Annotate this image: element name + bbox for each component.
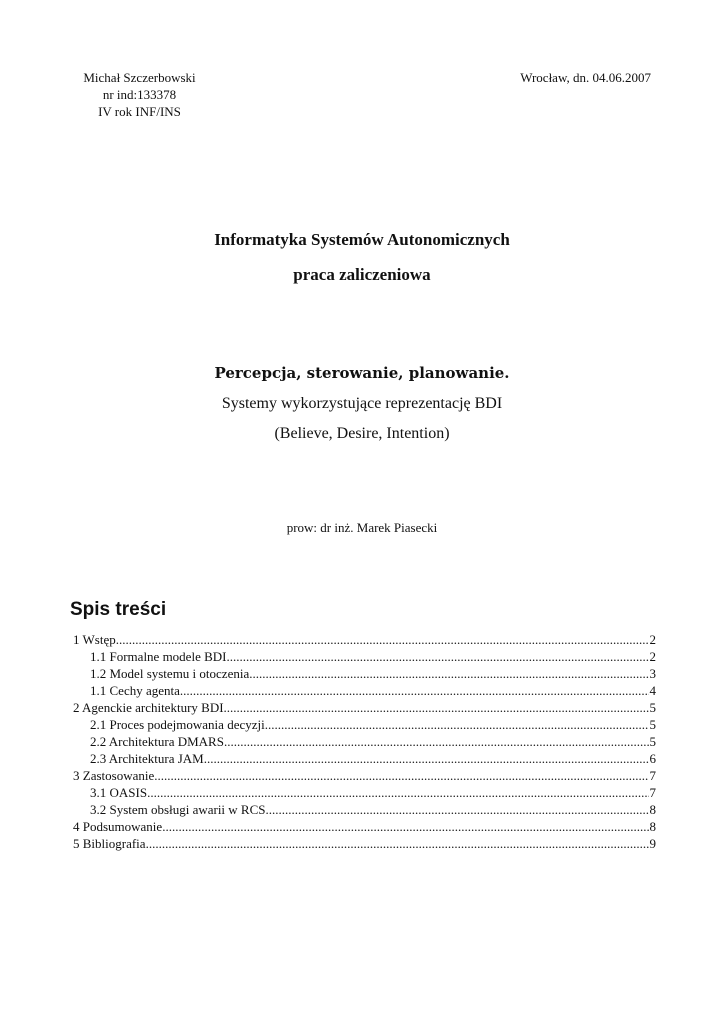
toc-entry[interactable] (73, 665, 656, 682)
toc-entry-label: 1.1 Formalne modele BDI (90, 649, 227, 664)
toc-entry[interactable] (73, 784, 656, 801)
toc-entry-label: 2.2 Architektura DMARS (90, 734, 224, 749)
toc-leader-dots (147, 784, 648, 801)
toc-entry[interactable] (73, 801, 656, 818)
toc-entry-page: 9 (649, 836, 656, 851)
toc-entry-page: 8 (649, 802, 656, 817)
toc-entry-label: 3 Zastosowanie (73, 768, 155, 783)
author-block (73, 69, 206, 120)
toc-entry[interactable] (73, 631, 656, 648)
toc-entry-page: 7 (649, 768, 656, 783)
toc-entry-page: 7 (649, 785, 656, 800)
toc-entry-page: 6 (649, 751, 656, 766)
toc-entry[interactable] (73, 682, 656, 699)
supervisor: prow: dr inż. Marek Piasecki (286, 520, 438, 535)
toc-leader-dots (224, 699, 649, 716)
work-type: praca zaliczeniowa (293, 265, 431, 284)
toc-entry[interactable] (73, 835, 656, 852)
toc-entry-label: 2.3 Architektura JAM (90, 751, 204, 766)
toc-entry[interactable] (73, 767, 656, 784)
toc-entry-page: 5 (649, 717, 656, 732)
toc-entry-page: 8 (649, 819, 656, 834)
toc-entry-page: 2 (649, 649, 656, 664)
toc-entry-label: 2 Agenckie architektury BDI (73, 700, 224, 715)
toc-entry-page: 2 (649, 632, 656, 647)
toc-entry-page: 4 (649, 683, 656, 698)
place-date: Wrocław, dn. 04.06.2007 (520, 70, 651, 85)
toc-entry[interactable] (73, 733, 656, 750)
toc-entry-label: 1 Wstęp (73, 632, 116, 647)
table-of-contents (73, 631, 656, 852)
toc-entry[interactable] (73, 648, 656, 665)
toc-entry-label: 3.1 OASIS (90, 785, 148, 800)
toc-entry-page: 5 (649, 734, 656, 749)
author-name: Michał Szczerbowski (83, 70, 196, 85)
toc-entry-label: 1.1 Cechy agenta (90, 683, 180, 698)
toc-leader-dots (226, 648, 648, 665)
toc-leader-dots (266, 801, 649, 818)
toc-entry[interactable] (73, 818, 656, 835)
toc-leader-dots (265, 716, 649, 733)
toc-leader-dots (224, 733, 649, 750)
toc-leader-dots (180, 682, 649, 699)
toc-entry-page: 3 (649, 666, 656, 681)
toc-entry[interactable] (73, 716, 656, 733)
index-number: nr ind:133378 (102, 87, 177, 102)
toc-leader-dots (116, 631, 649, 648)
year-program: IV rok INF/INS (98, 104, 181, 119)
toc-leader-dots (162, 818, 648, 835)
toc-leader-dots (146, 835, 649, 852)
toc-entry-page: 5 (649, 700, 656, 715)
toc-leader-dots (154, 767, 648, 784)
topic-heading: Percepcja, sterowanie, planowanie. (214, 364, 510, 382)
toc-leader-dots (204, 750, 649, 767)
topic-line-1: Systemy wykorzystujące reprezentację BDI (221, 395, 503, 412)
toc-entry-label: 3.2 System obsługi awarii w RCS (90, 802, 266, 817)
toc-entry[interactable] (73, 699, 656, 716)
toc-leader-dots (249, 665, 648, 682)
toc-heading: Spis treści (70, 599, 167, 620)
toc-entry-label: 2.1 Proces podejmowania decyzji (90, 717, 265, 732)
course-title: Informatyka Systemów Autonomicznych (214, 230, 510, 249)
toc-entry[interactable] (73, 750, 656, 767)
topic-line-2: (Believe, Desire, Intention) (274, 425, 450, 442)
toc-entry-label: 4 Podsumowanie (73, 819, 163, 834)
toc-entry-label: 5 Bibliografia (73, 836, 146, 851)
toc-entry-label: 1.2 Model systemu i otoczenia (90, 666, 250, 681)
